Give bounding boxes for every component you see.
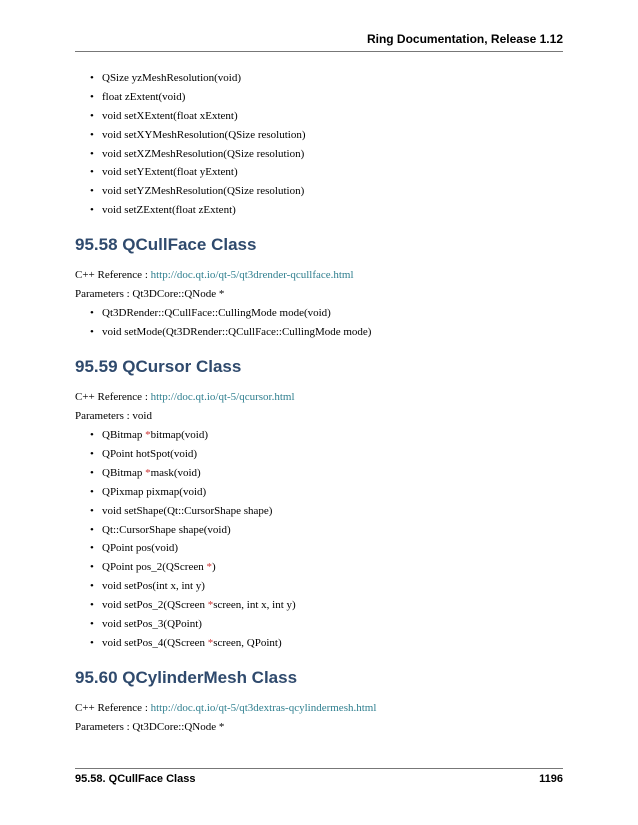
list-item xyxy=(75,429,563,442)
pointer-star: * xyxy=(207,599,214,612)
cpp-reference xyxy=(75,391,563,404)
list-item: • QSize yzMeshResolution(void) xyxy=(75,72,563,85)
item-text: QBitmap xyxy=(102,429,146,442)
item-text: void setPos_2(QScreen xyxy=(102,599,208,612)
item-text: QPixmap pixmap(void) xyxy=(102,485,207,498)
pointer-star: * xyxy=(206,561,212,574)
cpp-reference xyxy=(75,702,563,715)
page-number: 1196 xyxy=(539,773,563,785)
list-item xyxy=(75,524,563,537)
item-text: void setShape(Qt::CursorShape shape) xyxy=(102,504,273,517)
list-item: • void setXZMeshResolution(QSize resolution) xyxy=(75,148,563,161)
item-text: screen, int x, int y) xyxy=(213,599,296,612)
list-item: • void setXYMeshResolution(QSize resolution) xyxy=(75,129,563,142)
list-item xyxy=(75,542,563,555)
reference-label: C++ Reference : xyxy=(75,701,151,714)
section-heading-qcullface: 95.58 QCullFace Class xyxy=(75,235,257,255)
pointer-star: * xyxy=(145,466,151,479)
item-text: QPoint pos(void) xyxy=(102,542,179,555)
item-text: Qt::CursorShape shape(void) xyxy=(102,523,231,536)
list-item xyxy=(75,505,563,518)
item-text: screen, QPoint) xyxy=(213,636,282,649)
running-header: Ring Documentation, Release 1.12 xyxy=(366,32,563,46)
header-rule xyxy=(75,51,563,52)
list-item xyxy=(75,467,563,480)
parameters-line: Parameters : void xyxy=(75,410,152,423)
reference-label: C++ Reference : xyxy=(75,269,151,282)
reference-link[interactable]: http://doc.qt.io/qt-5/qcursor.html xyxy=(150,391,295,404)
list-item xyxy=(75,561,563,574)
item-text: QPoint pos_2(QScreen xyxy=(102,561,207,574)
list-item: • void setMode(Qt3DRender::QCullFace::CullingMode mode) xyxy=(75,326,563,339)
list-item xyxy=(75,618,563,631)
item-text: bitmap(void) xyxy=(150,429,209,442)
section-heading-qcylindermesh: 95.60 QCylinderMesh Class xyxy=(75,667,298,687)
reference-link[interactable]: http://doc.qt.io/qt-5/qt3drender-qcullface.html xyxy=(150,269,354,282)
item-text: QBitmap xyxy=(102,466,146,479)
page-content xyxy=(75,72,563,734)
item-text: void setPos_4(QScreen xyxy=(102,636,208,649)
reference-link[interactable]: http://doc.qt.io/qt-5/qt3dextras-qcylindermesh.html xyxy=(150,701,377,714)
item-text: void setPos(int x, int y) xyxy=(102,580,205,593)
item-text: void setPos_3(QPoint) xyxy=(102,618,202,631)
cpp-reference xyxy=(75,269,563,282)
list-item: • void setYExtent(float yExtent) xyxy=(75,166,563,179)
item-text: mask(void) xyxy=(150,466,201,479)
footer-section-title: 95.58. QCullFace Class xyxy=(75,773,196,785)
item-text: ) xyxy=(212,561,216,574)
item-text: QPoint hotSpot(void) xyxy=(102,448,198,461)
list-item: • void setZExtent(float zExtent) xyxy=(75,204,563,217)
method-list xyxy=(75,72,563,217)
section-heading-qcursor: 95.59 QCursor Class xyxy=(75,357,242,377)
footer-rule xyxy=(75,768,563,769)
list-item xyxy=(75,580,563,593)
list-item xyxy=(75,448,563,461)
method-list xyxy=(75,429,563,650)
list-item xyxy=(75,599,563,612)
list-item: • float zExtent(void) xyxy=(75,91,563,104)
list-item: • void setYZMeshResolution(QSize resolution) xyxy=(75,185,563,198)
parameters-line: Parameters : Qt3DCore::QNode * xyxy=(75,720,225,733)
list-item: • Qt3DRender::QCullFace::CullingMode mode(void) xyxy=(75,307,563,320)
pointer-star: * xyxy=(207,636,214,649)
list-item xyxy=(75,486,563,499)
running-footer xyxy=(75,772,563,786)
pointer-star: * xyxy=(145,429,151,442)
reference-label: C++ Reference : xyxy=(75,391,151,404)
list-item xyxy=(75,637,563,650)
method-list xyxy=(75,307,563,339)
list-item: • void setXExtent(float xExtent) xyxy=(75,110,563,123)
parameters-line: Parameters : Qt3DCore::QNode * xyxy=(75,288,225,301)
